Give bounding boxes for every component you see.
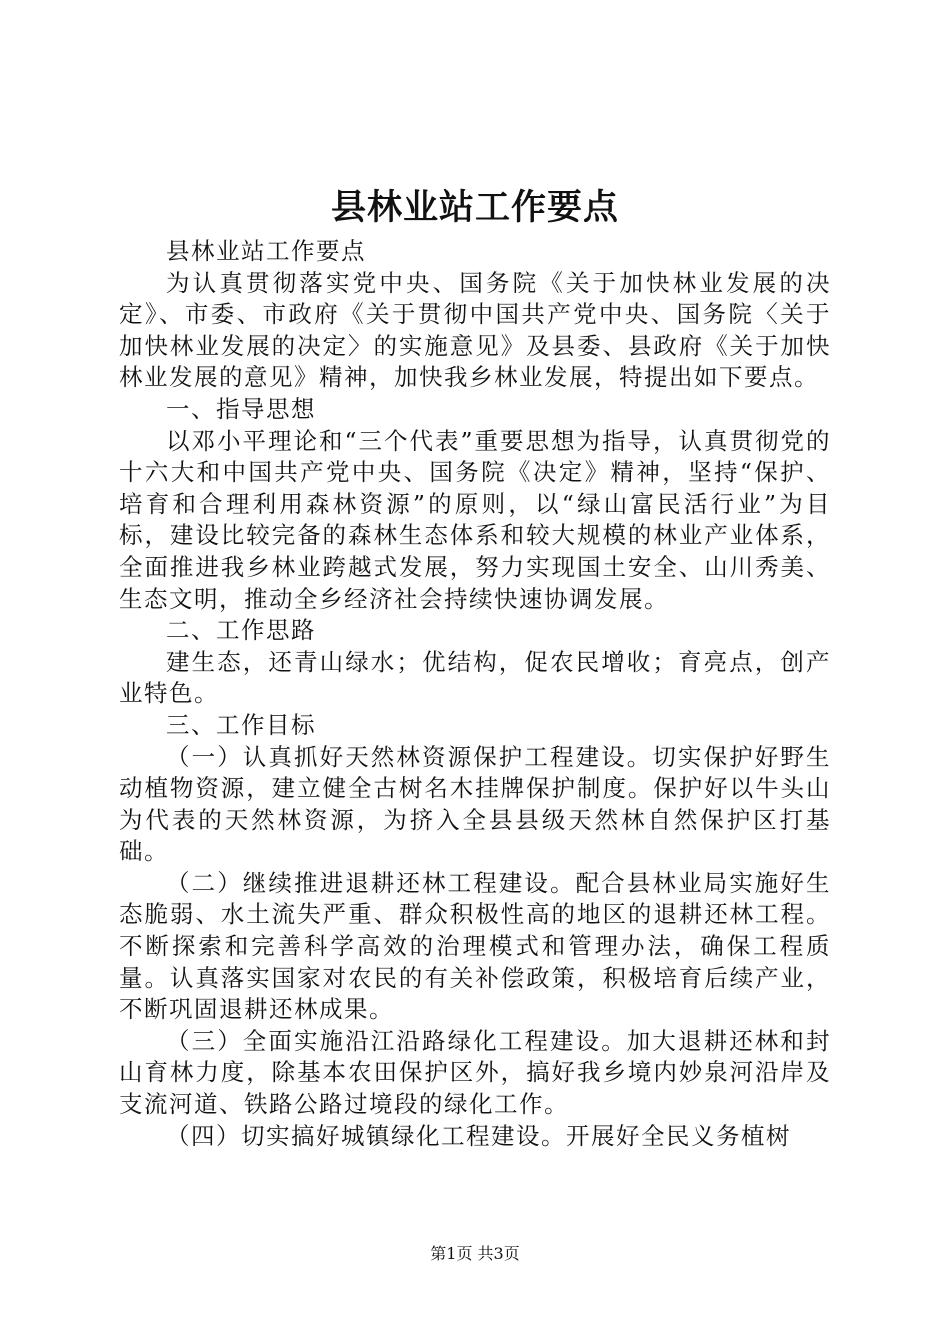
paragraph-goal-3: （三）全面实施沿江沿路绿化工程建设。加大退耕还林和封山育林力度，除基本农田保护区外，搞好我乡境内妙泉河沿岸及支流河道、铁路公路过境段的绿化工作。 [119,1026,831,1119]
paragraph-goal-4: （四）切实搞好城镇绿化工程建设。开展好全民义务植树 [166,1121,791,1150]
document-body [119,236,831,1152]
section-heading-guiding-thought: 一、指导思想 [166,394,316,423]
paragraph-intro: 为认真贯彻落实党中央、国务院《关于加快林业发展的决定》、市委、市政府《关于贯彻中国共产党中央、国务院〈关于加快林业发展的决定〉的实施意见》及县委、县政府《关于加快林业发展的意见》精神，加快我乡林业发展，特提出如下要点。 [119,268,831,392]
section-heading-work-approach: 二、工作思路 [166,616,316,645]
page-number-footer: 第1页 共3页 [430,1244,520,1263]
document-title: 县林业站工作要点 [330,187,619,228]
paragraph-goal-1: （一）认真抓好天然林资源保护工程建设。切实保护好野生动植物资源，建立健全古树名木挂牌保护制度。保护好以牛头山为代表的天然林资源，为挤入全县县级天然林自然保护区打基础。 [119,742,831,866]
paragraph-work-approach: 建生态，还青山绿水；优结构，促农民增收；育亮点，创产业特色。 [119,647,831,708]
paragraph-goal-2: （二）继续推进退耕还林工程建设。配合县林业局实施好生态脆弱、水土流失严重、群众积极性高的地区的退耕还林工程。不断探索和完善科学高效的治理模式和管理办法，确保工程质量。认真落实国家对农民的有关补偿政策，积极培育后续产业，不断巩固退耕还林成果。 [119,868,831,1024]
paragraph-subtitle: 县林业站工作要点 [166,237,366,265]
paragraph-guiding-thought: 以邓小平理论和“三个代表”重要思想为指导，认真贯彻党的十六大和中国共产党中央、国务院《决定》精神，坚持“保护、培育和合理利用森林资源”的原则，以“绿山富民活行业”为目标，建设比较完备的森林生态体系和较大规模的林业产业体系，全面推进我乡林业跨越式发展，努力实现国土安全、山川秀美、生态文明，推动全乡经济社会持续快速协调发展。 [119,426,831,613]
section-heading-work-goals: 三、工作目标 [166,710,316,739]
